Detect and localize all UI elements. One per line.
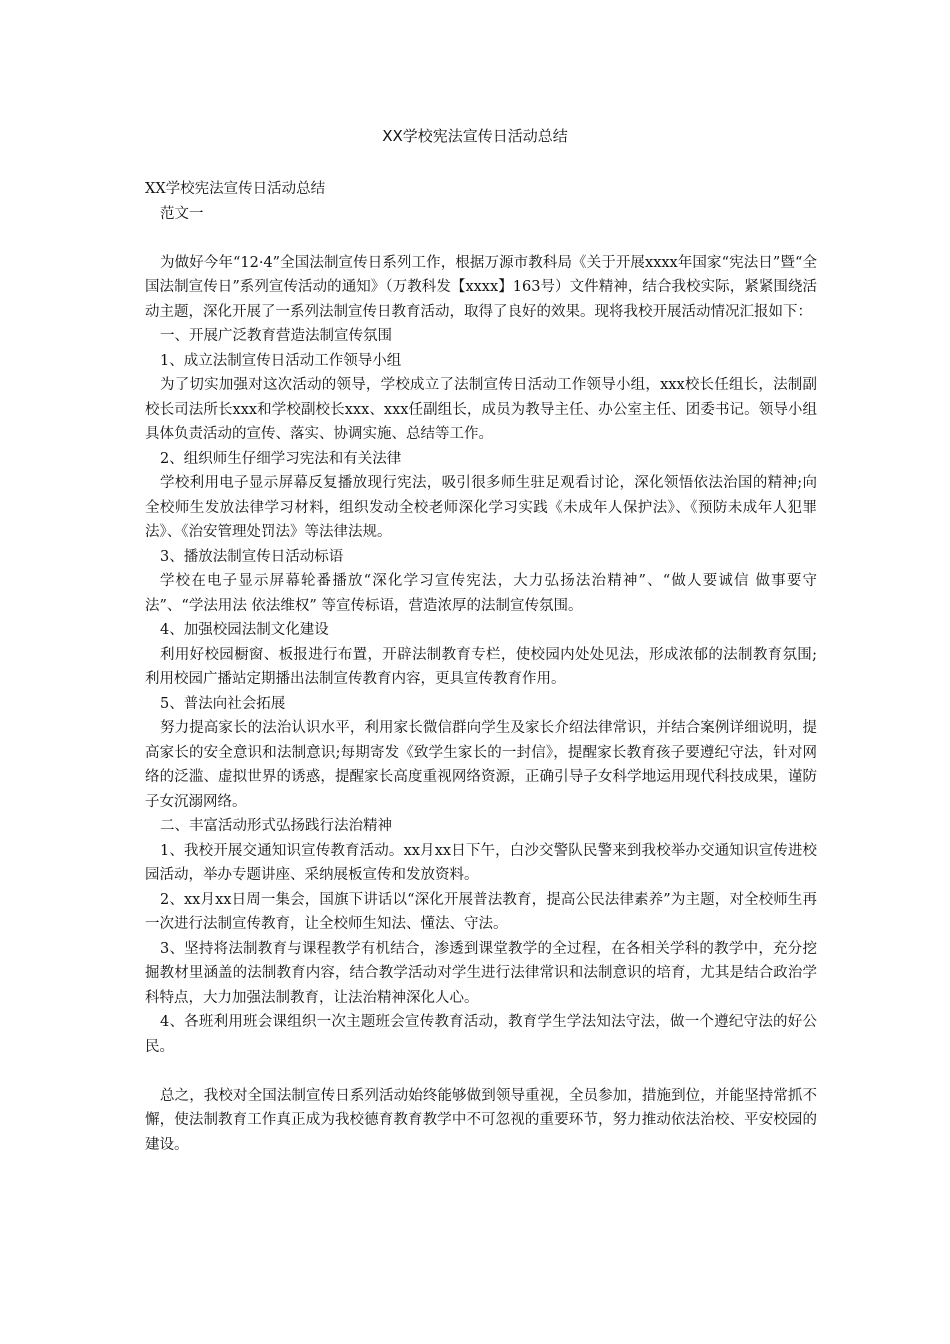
item-heading: 3、播放法制宣传日活动标语 [160,548,344,565]
item-body: 学校利用电子显示屏幕反复播放现行宪法，吸引很多师生驻足观看讨论，深化领悟依法治国的精神;向全校师生发放法律学习材料，组织发动全校老师深化学习实践《未成年人保护法》、《预防未成年人犯罪法》、《治安管理处罚法》等法律法规。 [145,475,817,540]
document-body [145,177,817,1157]
item-body: 努力提高家长的法治认识水平，利用家长微信群向学生及家长介绍法律常识，并结合案例详细说明，提高家长的安全意识和法制意识;每期寄发《致学生家长的一封信》，提醒家长教育孩子要遵纪守法，针对网络的泛滥、虚拟世界的诱惑，提醒家长高度重视网络资源，正确引导子女科学地运用现代科技成果，谨防子女沉溺网络。 [145,720,817,810]
blank-line [145,1059,817,1084]
conclusion-paragraph: 总之，我校对全国法制宣传日系列活动始终能够做到领导重视，全员参加，措施到位，并能坚持常抓不懈，使法制教育工作真正成为我校德育教育教学中不可忽视的重要环节，努力推动依法治校、平安校园的建设。 [145,1087,817,1153]
item-heading: 4、加强校园法制文化建设 [160,622,329,638]
item-body: 学校在电子显示屏幕轮番播放“深化学习宣传宪法，大力弘扬法治精神”、“做人要诚信 做事要守法”、“学法用法 依法维权” 等宣传标语，营造浓厚的法制宣传氛围。 [145,573,817,614]
item-heading: 5、普法向社会拓展 [160,695,286,712]
intro-paragraph: 为做好今年“12·4”全国法制宣传日系列工作，根据万源市教科局《关于开展xxxx年国家“宪法日”暨“全国法制宣传日”系列宣传活动的通知》（万教科发【xxxx】163号）文件精神，结合我校实际，紧紧围绕活动主题，深化开展了一系列法制宣传日教育活动，取得了良好的效果。现将我校开展活动情况汇报如下： [145,254,817,320]
item-paragraph: 2、xx月xx日周一集会，国旗下讲话以“深化开展普法教育，提高公民法律素养”为主题，对全校师生再一次进行法制宣传教育，让全校师生知法、懂法、守法。 [145,891,817,932]
section-heading: 二、丰富活动形式弘扬践行法治精神 [160,818,392,834]
item-paragraph: 1、我校开展交通知识宣传教育活动。xx月xx日下午，白沙交警队民警来到我校举办交通知识宣传进校园活动，举办专题讲座、采纳展板宣传和发放资料。 [145,842,817,883]
section-heading: 一、开展广泛教育营造法制宣传氛围 [160,328,392,344]
item-body: 为了切实加强对这次活动的领导，学校成立了法制宣传日活动工作领导小组，xxx校长任组长，法制副校长司法所长xxx和学校副校长xxx、xxx任副组长，成员为教导主任、办公室主任、团委书记。领导小组具体负责活动的宣传、落实、协调实施、总结等工作。 [145,377,817,442]
blank-line [145,226,817,251]
item-heading: 2、组织师生仔细学习宪法和有关法律 [160,450,402,467]
item-body: 利用好校园橱窗、板报进行布置，开辟法制教育专栏，使校园内处处见法，形成浓郁的法制教育氛围;利用校园广播站定期播出法制宣传教育内容，更具宣传教育作用。 [145,646,817,687]
item-paragraph: 4、各班利用班会课组织一次主题班会宣传教育活动，教育学生学法知法守法，做一个遵纪守法的好公民。 [145,1014,817,1055]
document-subtitle: XX学校宪法宣传日活动总结 [145,181,326,197]
item-paragraph: 3、坚持将法制教育与课程教学有机结合，渗透到课堂教学的全过程，在各相关学科的教学中，充分挖掘教材里涵盖的法制教育内容，结合教学活动对学生进行法律常识和法制意识的培育，尤其是结合政治学科特点，大力加强法制教育，让法治精神深化人心。 [145,940,817,1006]
page-title: XX学校宪法宣传日活动总结 [382,127,568,145]
sample-label: 范文一 [160,205,204,222]
item-heading: 1、成立法制宣传日活动工作领导小组 [160,352,402,369]
